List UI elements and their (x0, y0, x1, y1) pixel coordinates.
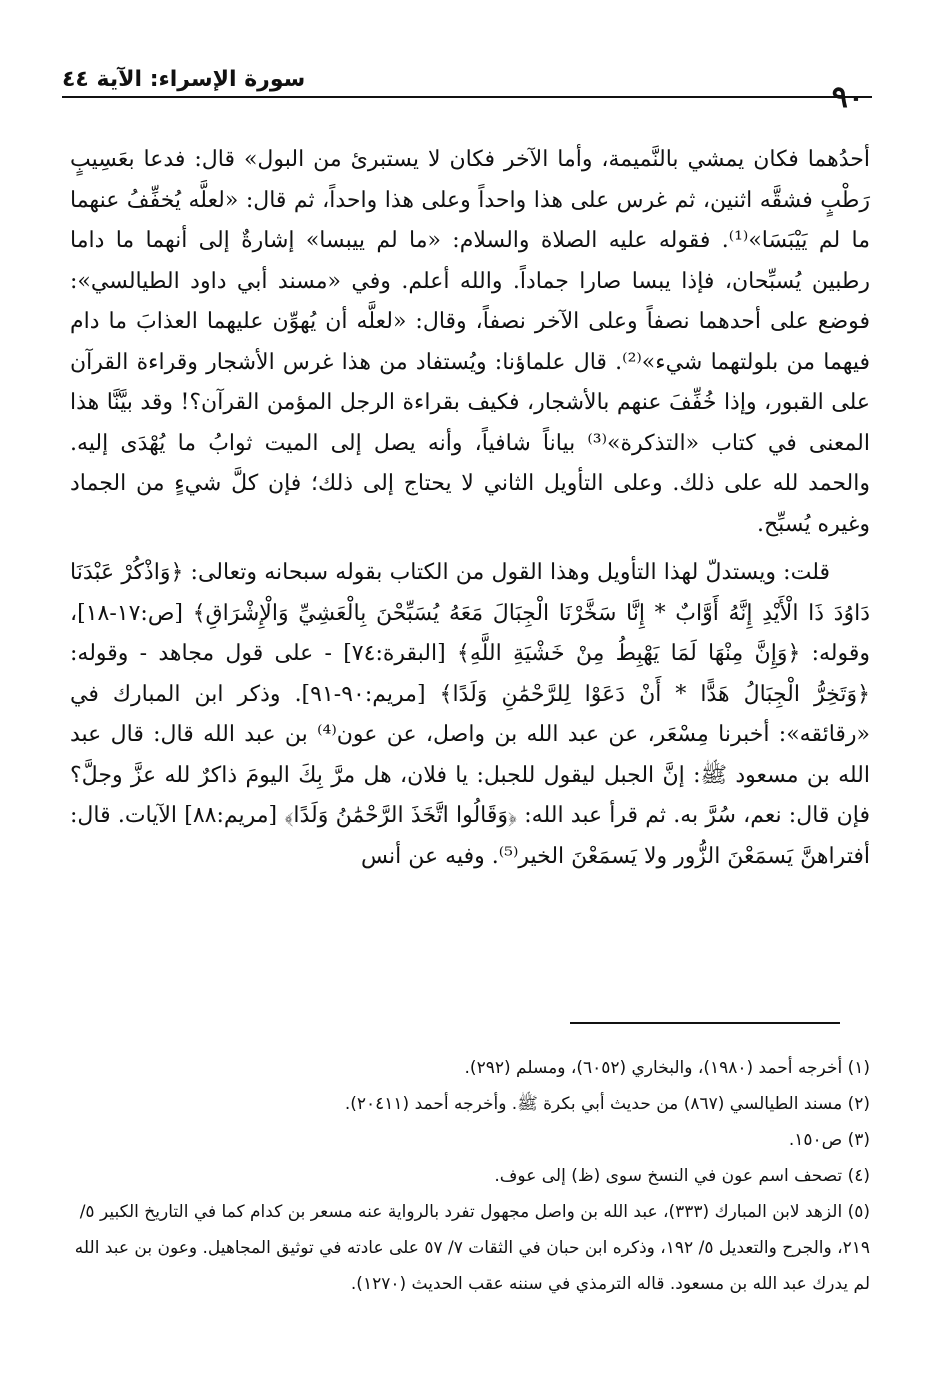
footnote-3: (٣) ص١٥٠. (788, 1130, 870, 1150)
footnote-1: (١) أخرجه أحمد (١٩٨٠)، والبخاري (٦٠٥٢)، ومسلم (٢٩٢). (464, 1058, 870, 1078)
header-rule (62, 96, 872, 98)
footnote-separator (570, 1022, 840, 1024)
footnote-4: (٤) تصحف اسم عون في النسخ سوى (ظ) إلى عوف. (494, 1166, 870, 1186)
page-header (62, 56, 872, 115)
footnote-2: (٢) مسند الطيالسي (٨٦٧) من حديث أبي بكرة ﷺ. وأخرجه أحمد (٢٠٤١١). (344, 1094, 870, 1114)
footnotes (70, 1050, 870, 1302)
body-paragraph-2: قلت: ويستدلّ لهذا التأويل وهذا القول من الكتاب بقوله سبحانه وتعالى: ﴿وَاذْكُرْ عَبْدَنَا دَاوُدَ ذَا الْأَيْدِ إِنَّهُ أَوَّابٌ * إِنَّا سَخَّرْنَا الْجِبَالَ مَعَهُ يُسَبِّحْنَ بِالْعَشِيِّ وَالْإِشْرَاقِ﴾ [ص:١٧-١٨]، وقوله: ﴿وَإِنَّ مِنْهَا لَمَا يَهْبِطُ مِنْ خَشْيَةِ اللَّهِ﴾ [البقرة:٧٤] - على قول مجاهد - وقوله: ﴿وَتَخِرُّ الْجِبَالُ هَدًّا * أَنْ دَعَوْا لِلرَّحْمَٰنِ وَلَدًا﴾ [مريم:٩٠-٩١]. وذكر ابن المبارك في «رقائقه»: أخبرنا مِسْعَر، عن عبد الله بن واصل، عن عون⁽⁴⁾ بن عبد الله قال: قال عبد الله بن مسعود ﷺ: إنَّ الجبل ليقول للجبل: يا فلان، هل مرَّ بِكَ اليومَ ذاكرٌ لله عزَّ وجلَّ؟ فإن قال: نعم، سُرَّ به. ثم قرأ عبد الله: ﴿وَقَالُوا اتَّخَذَ الرَّحْمَٰنُ وَلَدًا﴾ [مريم:٨٨] الآيات. قال: أفتراهنَّ يَسمَعْنَ الزُّور ولا يَسمَعْنَ الخير⁽⁵⁾. وفيه عن أنس (70, 560, 871, 869)
main-text (70, 140, 870, 877)
body-paragraph-1: أحدُهما فكان يمشي بالنَّميمة، وأما الآخر فكان لا يستبرئ من البول» قال: فدعا بعَسِيبٍ رَطْبٍ فشقَّه اثنين، ثم غرس على هذا واحداً وعلى هذا واحداً، ثم قال: «لعلَّه يُخفِّفُ عنهما ما لم يَيْبَسَا»⁽¹⁾. فقوله عليه الصلاة والسلام: «ما لم ييبسا» إشارةٌ إلى أنهما ما داما رطبين يُسبِّحان، فإذا يبسا صارا جماداً. والله أعلم. وفي «مسند أبي داود الطيالسي»: فوضع على أحدهما نصفاً وعلى الآخر نصفاً، وقال: «لعلَّه أن يُهوِّن عليهما العذابَ ما دام فيهما من بلولتهما شيء»⁽²⁾. قال علماؤنا: ويُستفاد من هذا غرس الأشجار وقراءة القرآن على القبور، وإذا خُفِّفَ عنهم بالأشجار، فكيف بقراءة الرجل المؤمن القرآن؟! وقد بيَّنَّا هذا المعنى في كتاب «التذكرة»⁽³⁾ بياناً شافياً، وأنه يصل إلى الميت ثوابُ ما يُهْدَى إليه. والحمد لله على ذلك. وعلى التأويل الثاني لا يحتاج إلى ذلك؛ فإن كلَّ شيءٍ من الجماد وغيره يُسبِّح. (70, 147, 870, 537)
running-title: سورة الإسراء: الآية ٤٤ (62, 67, 306, 92)
footnote-5: (٥) الزهد لابن المبارك (٣٣٣)، عبد الله بن واصل مجهول تفرد بالرواية عنه مسعر بن كدام كما في التاريخ الكبير ٥/ ٢١٩، والجرح والتعديل ٥/ ١٩٢، وذكره ابن حبان في الثقات ٧/ ٥٧ على عادته في توثيق المجاهيل. وعون بن عبد الله لم يدرك عبد الله بن مسعود. قاله الترمذي في سننه عقب الحديث (١٢٧٠). (74, 1202, 870, 1294)
page-number: ٩٠ (831, 80, 864, 115)
